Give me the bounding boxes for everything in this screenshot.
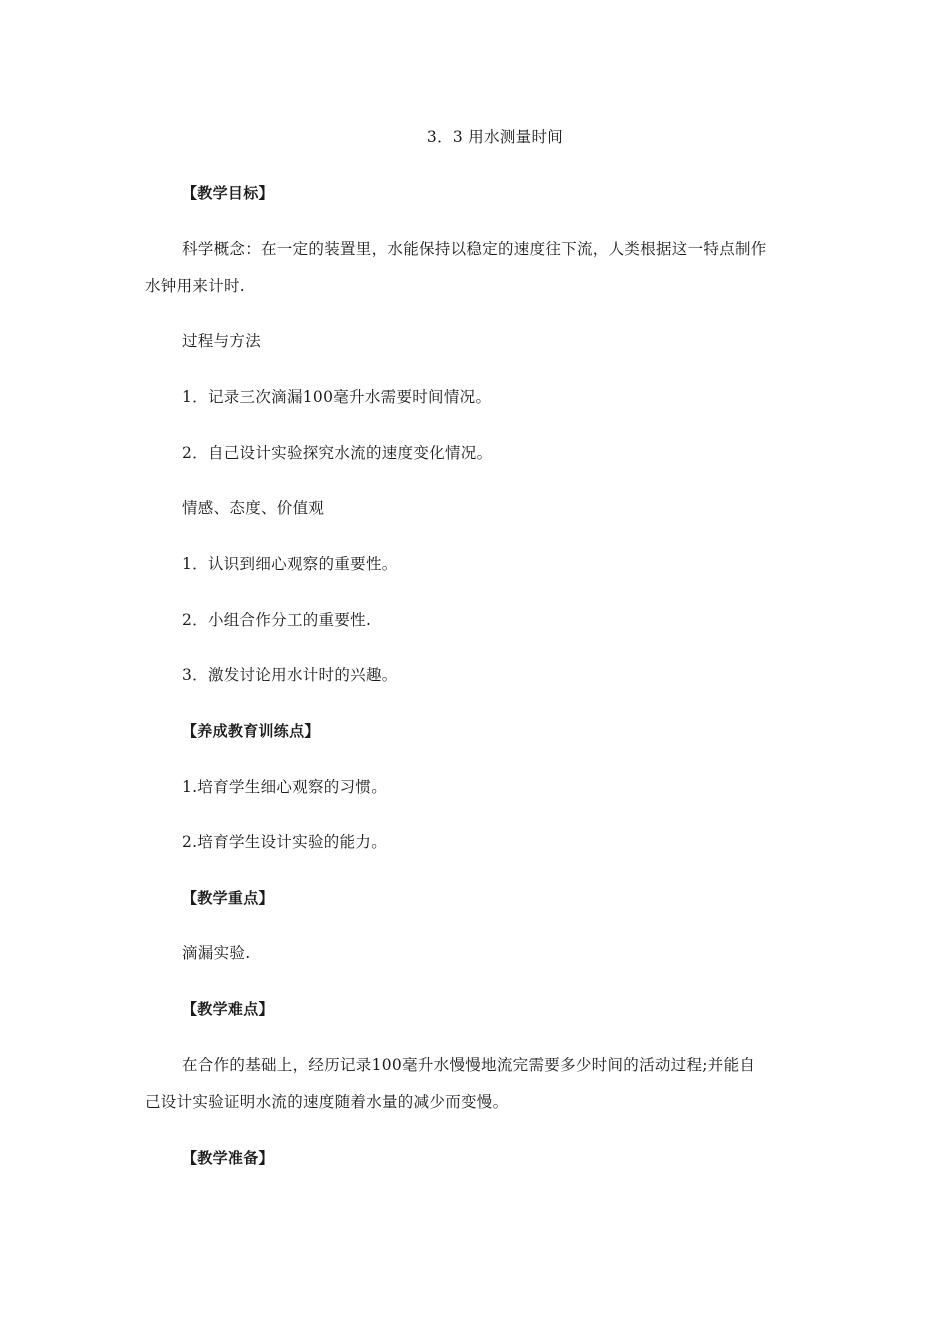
science-concept-line-2: 水钟用来计时. [145,277,246,295]
process-method-heading: 过程与方法 [182,332,262,350]
teaching-key-text: 滴漏实验. [182,944,251,962]
habit-item: 1.培育学生细心观察的习惯。 [182,778,387,796]
attitude-item: 3．激发讨论用水计时的兴趣。 [182,666,398,684]
habit-training-heading: 【养成教育训练点】 [182,722,320,740]
document-title: 3．3 用水测量时间 [426,128,564,146]
teaching-difficulty-heading: 【教学难点】 [182,1000,274,1018]
difficulty-line-1: 在合作的基础上，经历记录100毫升水慢慢地流完需要多少时间的活动过程;并能自 [182,1056,756,1074]
teaching-key-heading: 【教学重点】 [182,889,274,907]
attitude-heading: 情感、态度、价值观 [182,499,325,517]
attitude-item: 2．小组合作分工的重要性. [182,611,372,629]
difficulty-line-2: 己设计实验证明水流的速度随着水量的减少而变慢。 [145,1093,509,1111]
teaching-goals-heading: 【教学目标】 [182,184,274,202]
attitude-item: 1．认识到细心观察的重要性。 [182,555,398,573]
teaching-prep-heading: 【教学准备】 [182,1149,274,1167]
science-concept-line-1: 科学概念：在一定的装置里，水能保持以稳定的速度往下流，人类根据这一特点制作 [182,240,767,258]
process-item: 2．自己设计实验探究水流的速度变化情况。 [182,444,493,462]
process-item: 1．记录三次滴漏100毫升水需要时间情况。 [182,388,492,406]
habit-item: 2.培育学生设计实验的能力。 [182,833,387,851]
